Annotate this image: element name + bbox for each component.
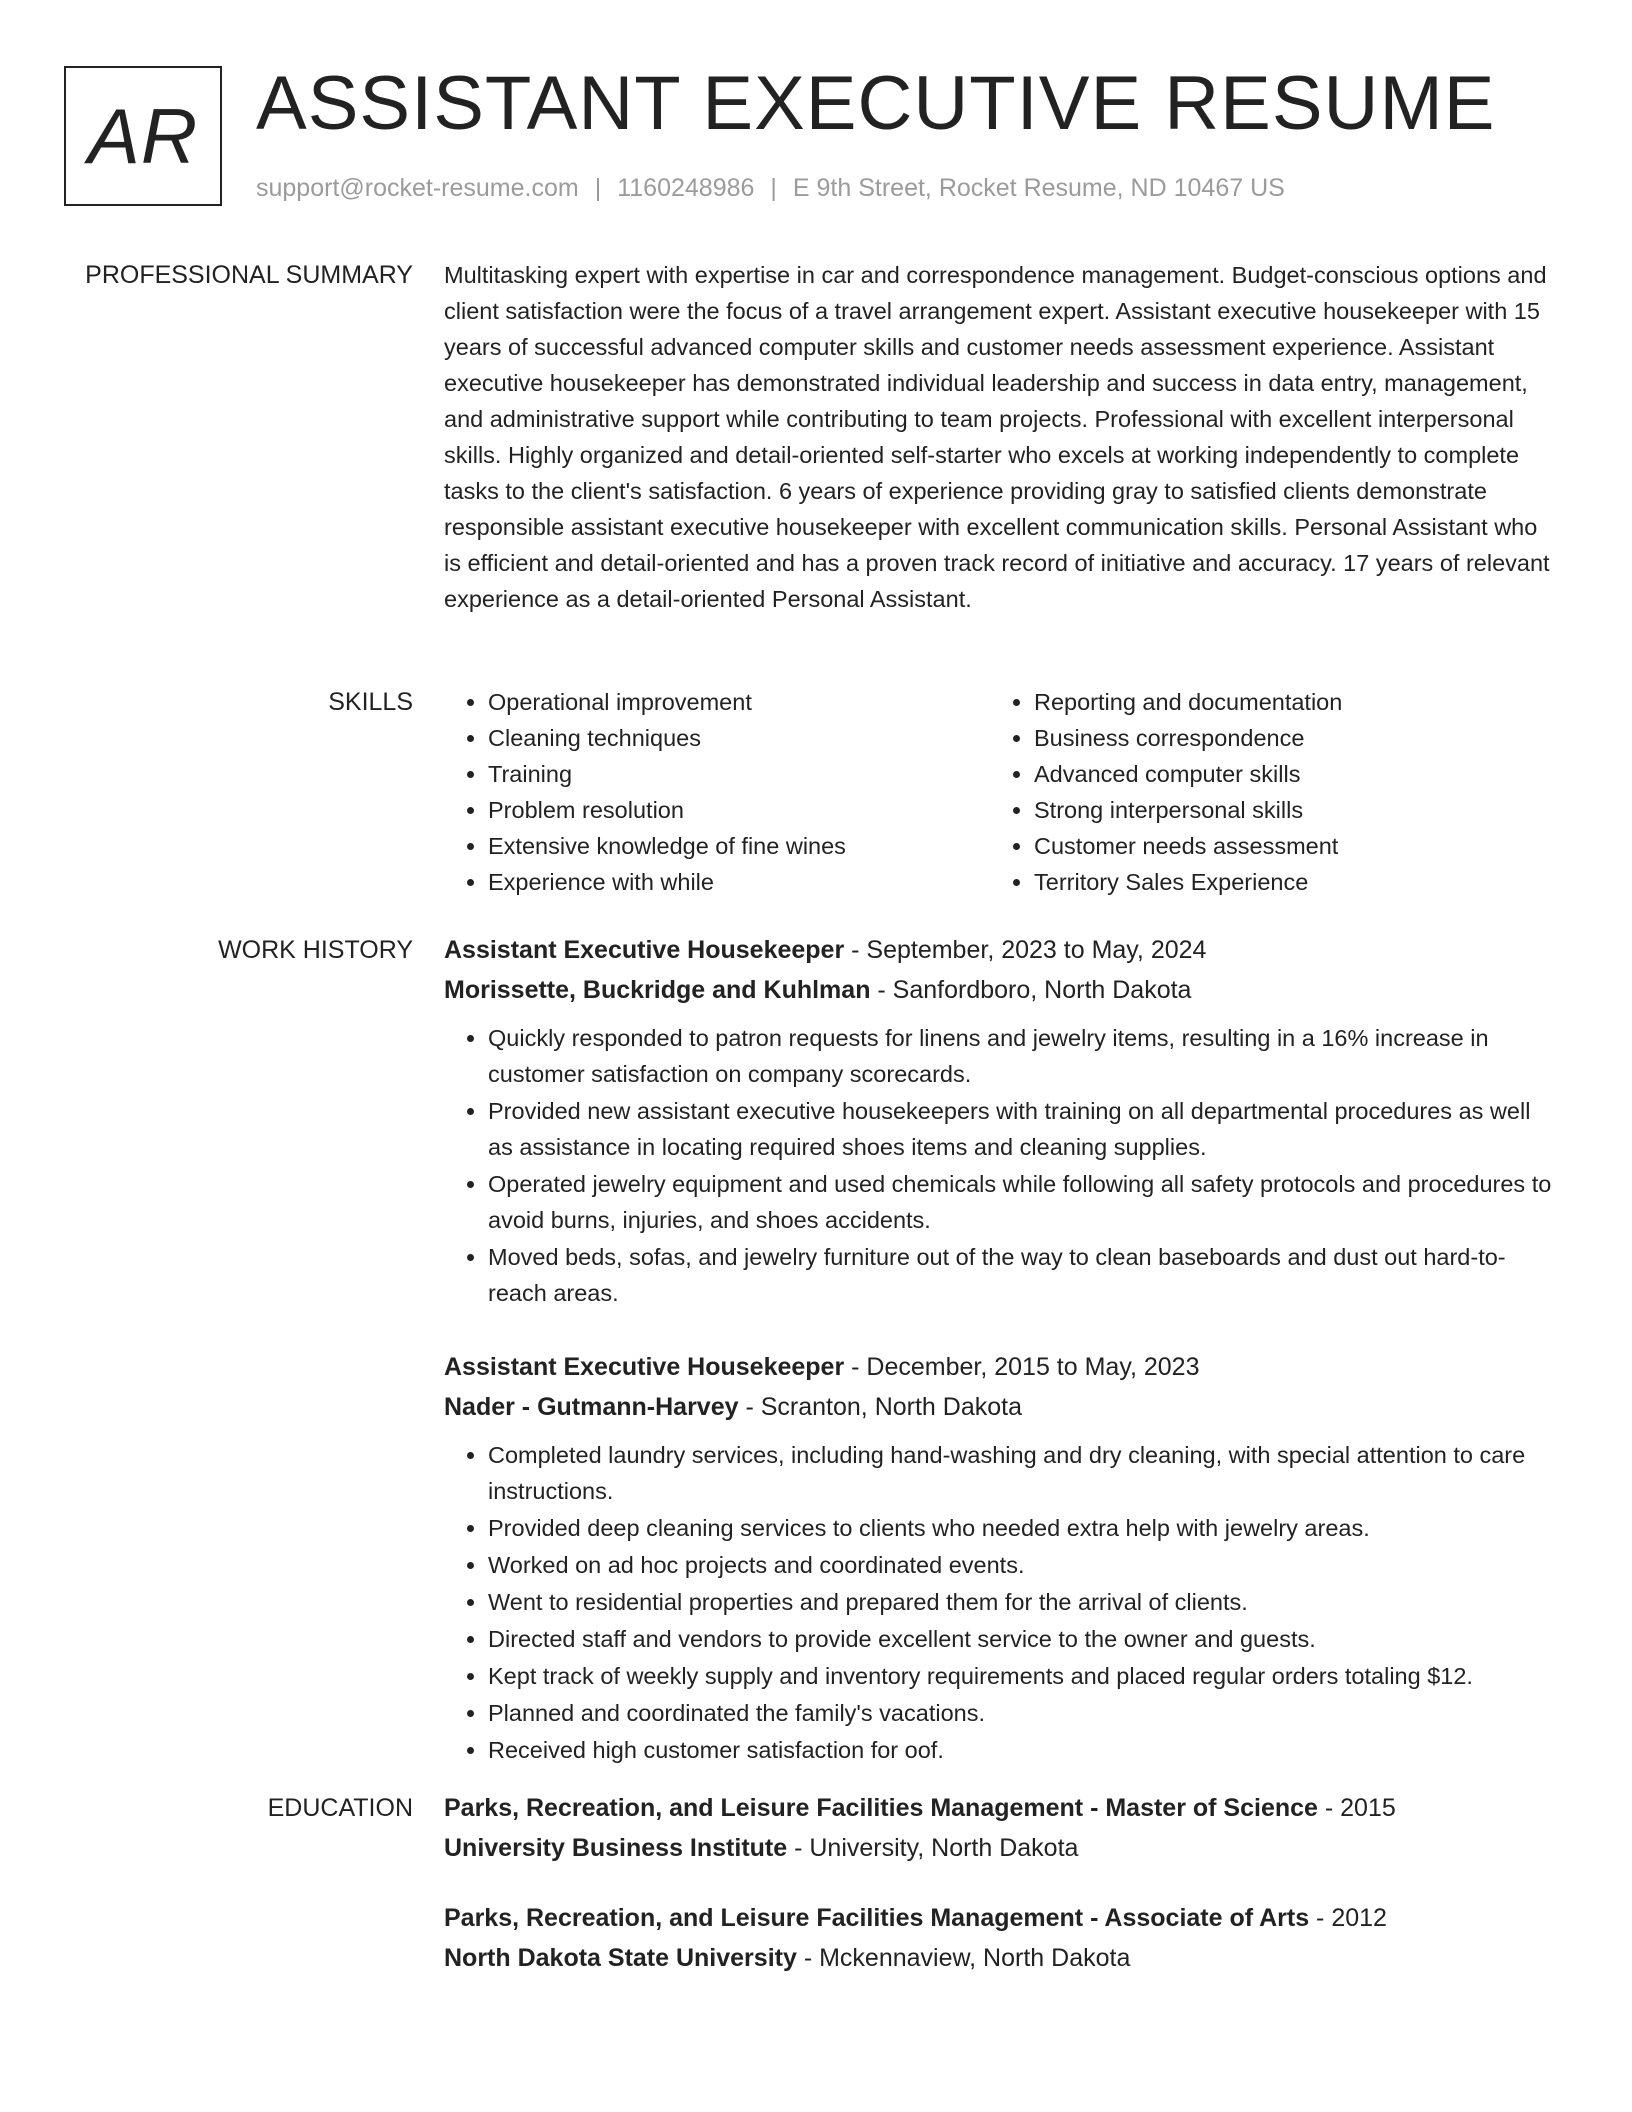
- education-entry: [444, 1788, 1558, 1868]
- education-year: - 2012: [1309, 1904, 1387, 1932]
- job-bullets: [444, 1020, 1558, 1311]
- job-company: Morissette, Buckridge and Kuhlman: [444, 976, 871, 1004]
- education-school-line: [444, 1828, 1558, 1868]
- job-location: - Sanfordboro, North Dakota: [870, 976, 1192, 1004]
- contact-separator: |: [770, 174, 777, 202]
- skill-item: • Training: [488, 756, 990, 792]
- section-heading: WORK HISTORY: [218, 936, 413, 964]
- section-heading: PROFESSIONAL SUMMARY: [85, 261, 413, 289]
- job-bullet: • Completed laundry services, including hand-washing and dry cleaning, with special attention to care instructions.: [488, 1437, 1558, 1509]
- education-school: North Dakota State University: [444, 1944, 797, 1972]
- job-bullet: • Quickly responded to patron requests for linens and jewelry items, resulting in a 16% increase in customer satisfaction on company scorecards.: [488, 1020, 1558, 1092]
- job-bullets: [444, 1437, 1558, 1768]
- education-year: - 2015: [1317, 1794, 1396, 1822]
- job-title: Assistant Executive Housekeeper: [444, 936, 845, 964]
- job-bullet: • Provided deep cleaning services to clients who needed extra help with jewelry areas.: [488, 1510, 1558, 1546]
- skill-item: • Business correspondence: [1034, 720, 1342, 756]
- monogram-logo: AR: [64, 66, 222, 206]
- education-body: [444, 1788, 1558, 2008]
- work-history-body: [444, 930, 1558, 1804]
- education-school: University Business Institute: [444, 1834, 788, 1862]
- job-company: Nader - Gutmann-Harvey: [444, 1393, 739, 1421]
- education-location: - Mckennaview, North Dakota: [796, 1944, 1131, 1972]
- contact-separator: |: [594, 174, 602, 202]
- job-title-line: [444, 1347, 1558, 1387]
- summary-text: Multitasking expert with expertise in car and correspondence management. Budget-conscious options and client satisfaction were the focus of a travel arrangement expert. Assistant executive housekeeper with 15 years of successful advanced computer skills and customer needs assessment experience. Assistant executive housekeeper has demonstrated individual leadership and success in data entry, management, and administrative support while contributing to team projects. Professional with excellent interpersonal skills. Highly organized and detail-oriented self-starter who excels at working independently to complete tasks to the client's satisfaction. 6 years of experience providing gray to satisfied clients demonstrate responsible assistant executive housekeeper with excellent communication skills. Personal Assistant who is efficient and detail-oriented and has a proven track record of initiative and accuracy. 17 years of relevant experience as a detail-oriented Personal Assistant.: [444, 262, 1550, 612]
- skill-item: • Customer needs assessment: [1034, 828, 1342, 864]
- job-bullet: • Worked on ad hoc projects and coordinated events.: [488, 1547, 1558, 1583]
- job-title-line: [444, 930, 1558, 970]
- section-heading: SKILLS: [328, 688, 413, 716]
- skill-item: • Operational improvement: [488, 684, 990, 720]
- skill-item: • Reporting and documentation: [1034, 684, 1342, 720]
- skill-item: • Advanced computer skills: [1034, 756, 1342, 792]
- skills-columns: [444, 684, 1558, 900]
- job-dates: - December, 2015 to May, 2023: [844, 1353, 1200, 1381]
- skill-item: • Experience with while: [488, 864, 990, 900]
- job-bullet: • Provided new assistant executive housekeepers with training on all departmental procedures as well as assistance in locating required shoes items and cleaning supplies.: [488, 1093, 1558, 1165]
- job-company-line: [444, 1387, 1558, 1427]
- skill-item: • Strong interpersonal skills: [1034, 792, 1342, 828]
- summary-body: [444, 257, 1558, 617]
- job-bullet: • Received high customer satisfaction for oof.: [488, 1732, 1558, 1768]
- skills-list: [444, 684, 990, 900]
- education-degree-line: [444, 1788, 1558, 1828]
- education-location: - University, North Dakota: [787, 1834, 1079, 1862]
- education-entry: [444, 1898, 1558, 1978]
- contact-email[interactable]: support@rocket-resume.com: [256, 174, 579, 202]
- job-bullet: • Planned and coordinated the family's vacations.: [488, 1695, 1558, 1731]
- resume-title: ASSISTANT EXECUTIVE RESUME: [256, 61, 1496, 146]
- contact-address: E 9th Street, Rocket Resume, ND 10467 US: [792, 174, 1285, 202]
- job-title: Assistant Executive Housekeeper: [444, 1353, 845, 1381]
- skills-list: [990, 684, 1342, 900]
- education-degree-line: [444, 1898, 1558, 1938]
- section-heading: EDUCATION: [267, 1794, 413, 1822]
- skill-item: • Cleaning techniques: [488, 720, 990, 756]
- skill-item: • Extensive knowledge of fine wines: [488, 828, 990, 864]
- contact-line: [256, 174, 1285, 203]
- education-degree: Parks, Recreation, and Leisure Facilities Management - Master of Science: [444, 1794, 1318, 1822]
- job-entry: [444, 930, 1558, 1311]
- skill-item: • Territory Sales Experience: [1034, 864, 1342, 900]
- skill-item: • Problem resolution: [488, 792, 990, 828]
- job-bullet: • Kept track of weekly supply and inventory requirements and placed regular orders totaling $12.: [488, 1658, 1558, 1694]
- skills-body: [444, 684, 1558, 900]
- education-school-line: [444, 1938, 1558, 1978]
- job-entry: [444, 1347, 1558, 1768]
- job-bullet: • Went to residential properties and prepared them for the arrival of clients.: [488, 1584, 1558, 1620]
- job-bullet: • Directed staff and vendors to provide excellent service to the owner and guests.: [488, 1621, 1558, 1657]
- job-company-line: [444, 970, 1558, 1010]
- job-location: - Scranton, North Dakota: [738, 1393, 1022, 1421]
- job-bullet: • Moved beds, sofas, and jewelry furniture out of the way to clean baseboards and dust out hard-to-reach areas.: [488, 1239, 1558, 1311]
- education-degree: Parks, Recreation, and Leisure Facilities Management - Associate of Arts: [444, 1904, 1310, 1932]
- job-bullet: • Operated jewelry equipment and used chemicals while following all safety protocols and procedures to avoid burns, injuries, and shoes accidents.: [488, 1166, 1558, 1238]
- contact-phone[interactable]: 1160248986: [617, 174, 755, 202]
- job-dates: - September, 2023 to May, 2024: [844, 936, 1207, 964]
